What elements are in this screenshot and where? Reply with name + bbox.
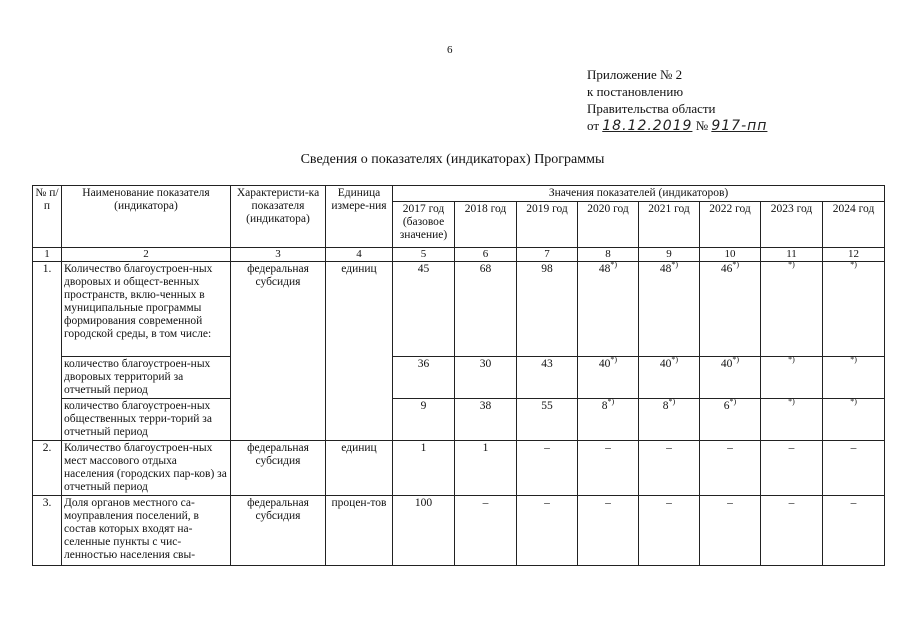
- appendix-date-line: [587, 117, 767, 135]
- value-cell: 55: [517, 399, 578, 441]
- value-cell: –: [517, 441, 578, 496]
- value-cell: 1: [455, 441, 517, 496]
- header-row: [33, 186, 885, 202]
- appendix-line: Приложение № 2: [587, 67, 683, 82]
- value-cell: 9: [393, 399, 455, 441]
- column-number-row: [33, 248, 885, 262]
- footnote-mark: *): [668, 397, 676, 407]
- header-characteristic: Характеристи-ка показателя (индикатора): [231, 186, 326, 248]
- value-cell: [578, 262, 639, 357]
- value: 46: [720, 263, 733, 275]
- value-cell: [578, 399, 639, 441]
- value: 8: [662, 400, 669, 412]
- row-number: 2.: [33, 441, 62, 496]
- footnote-mark: *): [671, 355, 679, 365]
- header-year: 2018 год: [455, 202, 517, 248]
- handwritten-date: 18.12.2019: [602, 118, 693, 134]
- footnote-mark: *): [607, 397, 615, 407]
- value-cell: –: [700, 441, 761, 496]
- document-title: Сведения о показателях (индикаторах) Программы: [300, 152, 605, 167]
- value-cell: –: [700, 496, 761, 566]
- value-cell: –: [761, 496, 823, 566]
- value-cell: [639, 262, 700, 357]
- indicator-unit: единиц: [326, 262, 393, 441]
- footnote-mark: *): [732, 355, 740, 365]
- footnote-mark: *): [850, 260, 857, 270]
- table-row: [33, 441, 885, 496]
- header-unit: Единица измере-ния: [326, 186, 393, 248]
- value-cell: [761, 357, 823, 399]
- footnote-mark: *): [610, 260, 618, 270]
- value-cell: 38: [455, 399, 517, 441]
- header-year: 2021 год: [639, 202, 700, 248]
- appendix-block: [587, 66, 767, 135]
- footnote-mark: *): [671, 260, 679, 270]
- value-cell: [700, 357, 761, 399]
- value-cell: [823, 262, 885, 357]
- value: 48: [598, 263, 611, 275]
- value-cell: 1: [393, 441, 455, 496]
- value-cell: 45: [393, 262, 455, 357]
- value-cell: –: [455, 496, 517, 566]
- indicator-unit: единиц: [326, 441, 393, 496]
- value-cell: –: [639, 496, 700, 566]
- footnote-mark: *): [732, 260, 740, 270]
- value: 40: [720, 358, 733, 370]
- value: 40: [598, 358, 611, 370]
- value-cell: –: [761, 441, 823, 496]
- header-num: № п/п: [33, 186, 62, 248]
- header-year: 2022 год: [700, 202, 761, 248]
- column-number: 8: [578, 248, 639, 262]
- indicator-name: Количество благоустроен-ных мест массового отдыха населения (городских пар-ков) за отчетный период: [62, 441, 231, 496]
- row-number: 3.: [33, 496, 62, 566]
- footnote-mark: *): [788, 397, 795, 407]
- header-year: 2019 год: [517, 202, 578, 248]
- footnote-mark: *): [850, 355, 857, 365]
- value-cell: 68: [455, 262, 517, 357]
- handwritten-number: 917-пп: [711, 118, 768, 134]
- header-values: Значения показателей (индикаторов): [393, 186, 885, 202]
- value-cell: [639, 399, 700, 441]
- value-cell: –: [823, 441, 885, 496]
- value-cell: [761, 262, 823, 357]
- column-number: 7: [517, 248, 578, 262]
- value-cell: –: [639, 441, 700, 496]
- value-cell: 43: [517, 357, 578, 399]
- table-row: [33, 496, 885, 566]
- value-cell: –: [517, 496, 578, 566]
- value-cell: [639, 357, 700, 399]
- row-number: 1.: [33, 262, 62, 441]
- value-cell: 100: [393, 496, 455, 566]
- value-cell: 98: [517, 262, 578, 357]
- indicators-table: [32, 185, 885, 566]
- column-number: 12: [823, 248, 885, 262]
- indicator-name: количество благоустроен-ных дворовых территорий за отчетный период: [62, 357, 231, 399]
- header-year: 2017 год (базовое значение): [393, 202, 455, 248]
- value: 48: [659, 263, 672, 275]
- value-cell: –: [578, 441, 639, 496]
- indicator-characteristic: федеральная субсидия: [231, 441, 326, 496]
- indicator-characteristic: федеральная субсидия: [231, 262, 326, 441]
- value: 6: [723, 400, 730, 412]
- footnote-mark: *): [788, 260, 795, 270]
- indicator-name: Доля органов местного са-моуправления поселений, в состав которых входят на-селенные пункты с чис-ленностью населения свы-: [62, 496, 231, 566]
- column-number: 4: [326, 248, 393, 262]
- indicator-name: количество благоустроен-ных общественных терри-торий за отчетный период: [62, 399, 231, 441]
- footnote-mark: *): [788, 355, 795, 365]
- number-label: №: [695, 118, 709, 133]
- column-number: 10: [700, 248, 761, 262]
- value: 40: [659, 358, 672, 370]
- value-cell: [761, 399, 823, 441]
- value-cell: [578, 357, 639, 399]
- table-row: [33, 357, 885, 399]
- column-number: 3: [231, 248, 326, 262]
- table-row: [33, 262, 885, 357]
- header-year: 2020 год: [578, 202, 639, 248]
- value-cell: [700, 399, 761, 441]
- column-number: 11: [761, 248, 823, 262]
- page-number: 6: [447, 44, 453, 56]
- table-row: [33, 399, 885, 441]
- column-number: 9: [639, 248, 700, 262]
- column-number: 1: [33, 248, 62, 262]
- value-cell: [823, 357, 885, 399]
- value-cell: –: [578, 496, 639, 566]
- column-number: 2: [62, 248, 231, 262]
- column-number: 5: [393, 248, 455, 262]
- footnote-mark: *): [850, 397, 857, 407]
- indicator-characteristic: федеральная субсидия: [231, 496, 326, 566]
- value-cell: –: [823, 496, 885, 566]
- header-name: Наименование показателя (индикатора): [62, 186, 231, 248]
- value-cell: 36: [393, 357, 455, 399]
- appendix-line: Правительства области: [587, 101, 716, 116]
- indicator-unit: процен-тов: [326, 496, 393, 566]
- header-year: 2024 год: [823, 202, 885, 248]
- footnote-mark: *): [610, 355, 618, 365]
- value-cell: [700, 262, 761, 357]
- column-number: 6: [455, 248, 517, 262]
- header-year: 2023 год: [761, 202, 823, 248]
- value-cell: [823, 399, 885, 441]
- appendix-line: к постановлению: [587, 84, 684, 99]
- value-cell: 30: [455, 357, 517, 399]
- indicator-name: Количество благоустроен-ных дворовых и общест-венных пространств, вклю-ченных в муниципальные программы формирования современной городской среды, в том числе:: [62, 262, 231, 357]
- value: 8: [601, 400, 608, 412]
- footnote-mark: *): [729, 397, 737, 407]
- from-label: от: [587, 118, 600, 133]
